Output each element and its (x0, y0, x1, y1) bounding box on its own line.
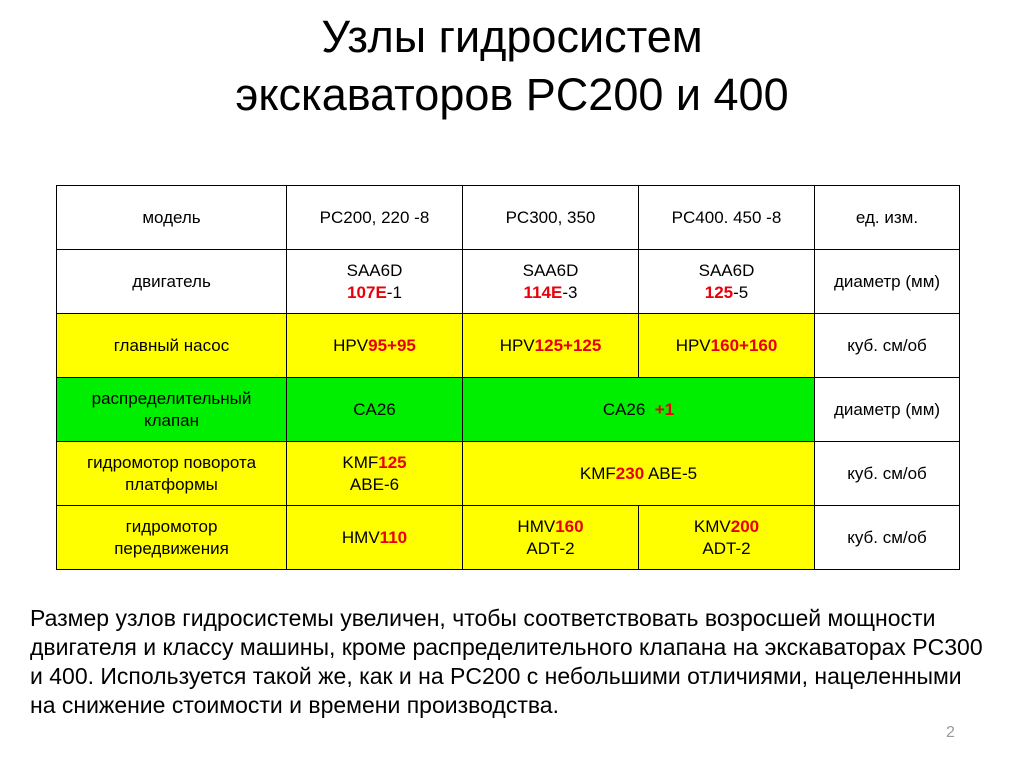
cell-engine-pc400: SAA6D 125-5 (639, 250, 815, 314)
table-row-pump (57, 314, 960, 378)
cell-engine-label: двигатель (57, 250, 287, 314)
hydraulics-spec-table (56, 185, 960, 570)
table-row-header (57, 186, 960, 250)
cell-travel-label: гидромотор передвижения (57, 506, 287, 570)
cell-unit-header: ед. изм. (815, 186, 960, 250)
cell-engine-pc300: SAA6D 114E-3 (463, 250, 639, 314)
slide-title (0, 8, 1024, 124)
table-row-travel-motor (57, 506, 960, 570)
cell-pump-pc300: HPV125+125 (463, 314, 639, 378)
cell-valve-pc300-400: CA26 +1 (463, 378, 815, 442)
title-line-2: экскаваторов PC200 и 400 (235, 69, 789, 120)
cell-valve-unit: диаметр (мм) (815, 378, 960, 442)
table-row-valve (57, 378, 960, 442)
cell-engine-unit: диаметр (мм) (815, 250, 960, 314)
page-number: 2 (946, 724, 955, 741)
cell-swing-unit: куб. см/об (815, 442, 960, 506)
cell-travel-pc200: HMV110 (287, 506, 463, 570)
slide-body-text: Размер узлов гидросистемы увеличен, чтобы соответствовать возросшей мощности двигателя и классу машины, кроме распределительного клапана на экскаваторах PC300 и 400. Используется такой же, как и на PC200 с небольшими отличиями, нацеленными на снижение стоимости и времени производства. (30, 605, 983, 718)
cell-travel-unit: куб. см/об (815, 506, 960, 570)
table-row-swing-motor (57, 442, 960, 506)
cell-swing-label: гидромотор поворота платформы (57, 442, 287, 506)
cell-model-pc300: PC300, 350 (463, 186, 639, 250)
cell-travel-pc400: KMV200 ADT-2 (639, 506, 815, 570)
cell-pump-label: главный насос (57, 314, 287, 378)
table-row-engine (57, 250, 960, 314)
cell-model-label: модель (57, 186, 287, 250)
cell-swing-pc200: KMF125 ABE-6 (287, 442, 463, 506)
title-line-1: Узлы гидросистем (321, 11, 703, 62)
cell-model-pc400: PC400. 450 -8 (639, 186, 815, 250)
cell-swing-pc300-400: KMF230 ABE-5 (463, 442, 815, 506)
cell-engine-pc200: SAA6D 107E-1 (287, 250, 463, 314)
cell-valve-label: распределительный клапан (57, 378, 287, 442)
cell-model-pc200: PC200, 220 -8 (287, 186, 463, 250)
cell-pump-unit: куб. см/об (815, 314, 960, 378)
cell-pump-pc400: HPV160+160 (639, 314, 815, 378)
cell-pump-pc200: HPV95+95 (287, 314, 463, 378)
cell-travel-pc300: HMV160 ADT-2 (463, 506, 639, 570)
cell-valve-pc200: CA26 (287, 378, 463, 442)
